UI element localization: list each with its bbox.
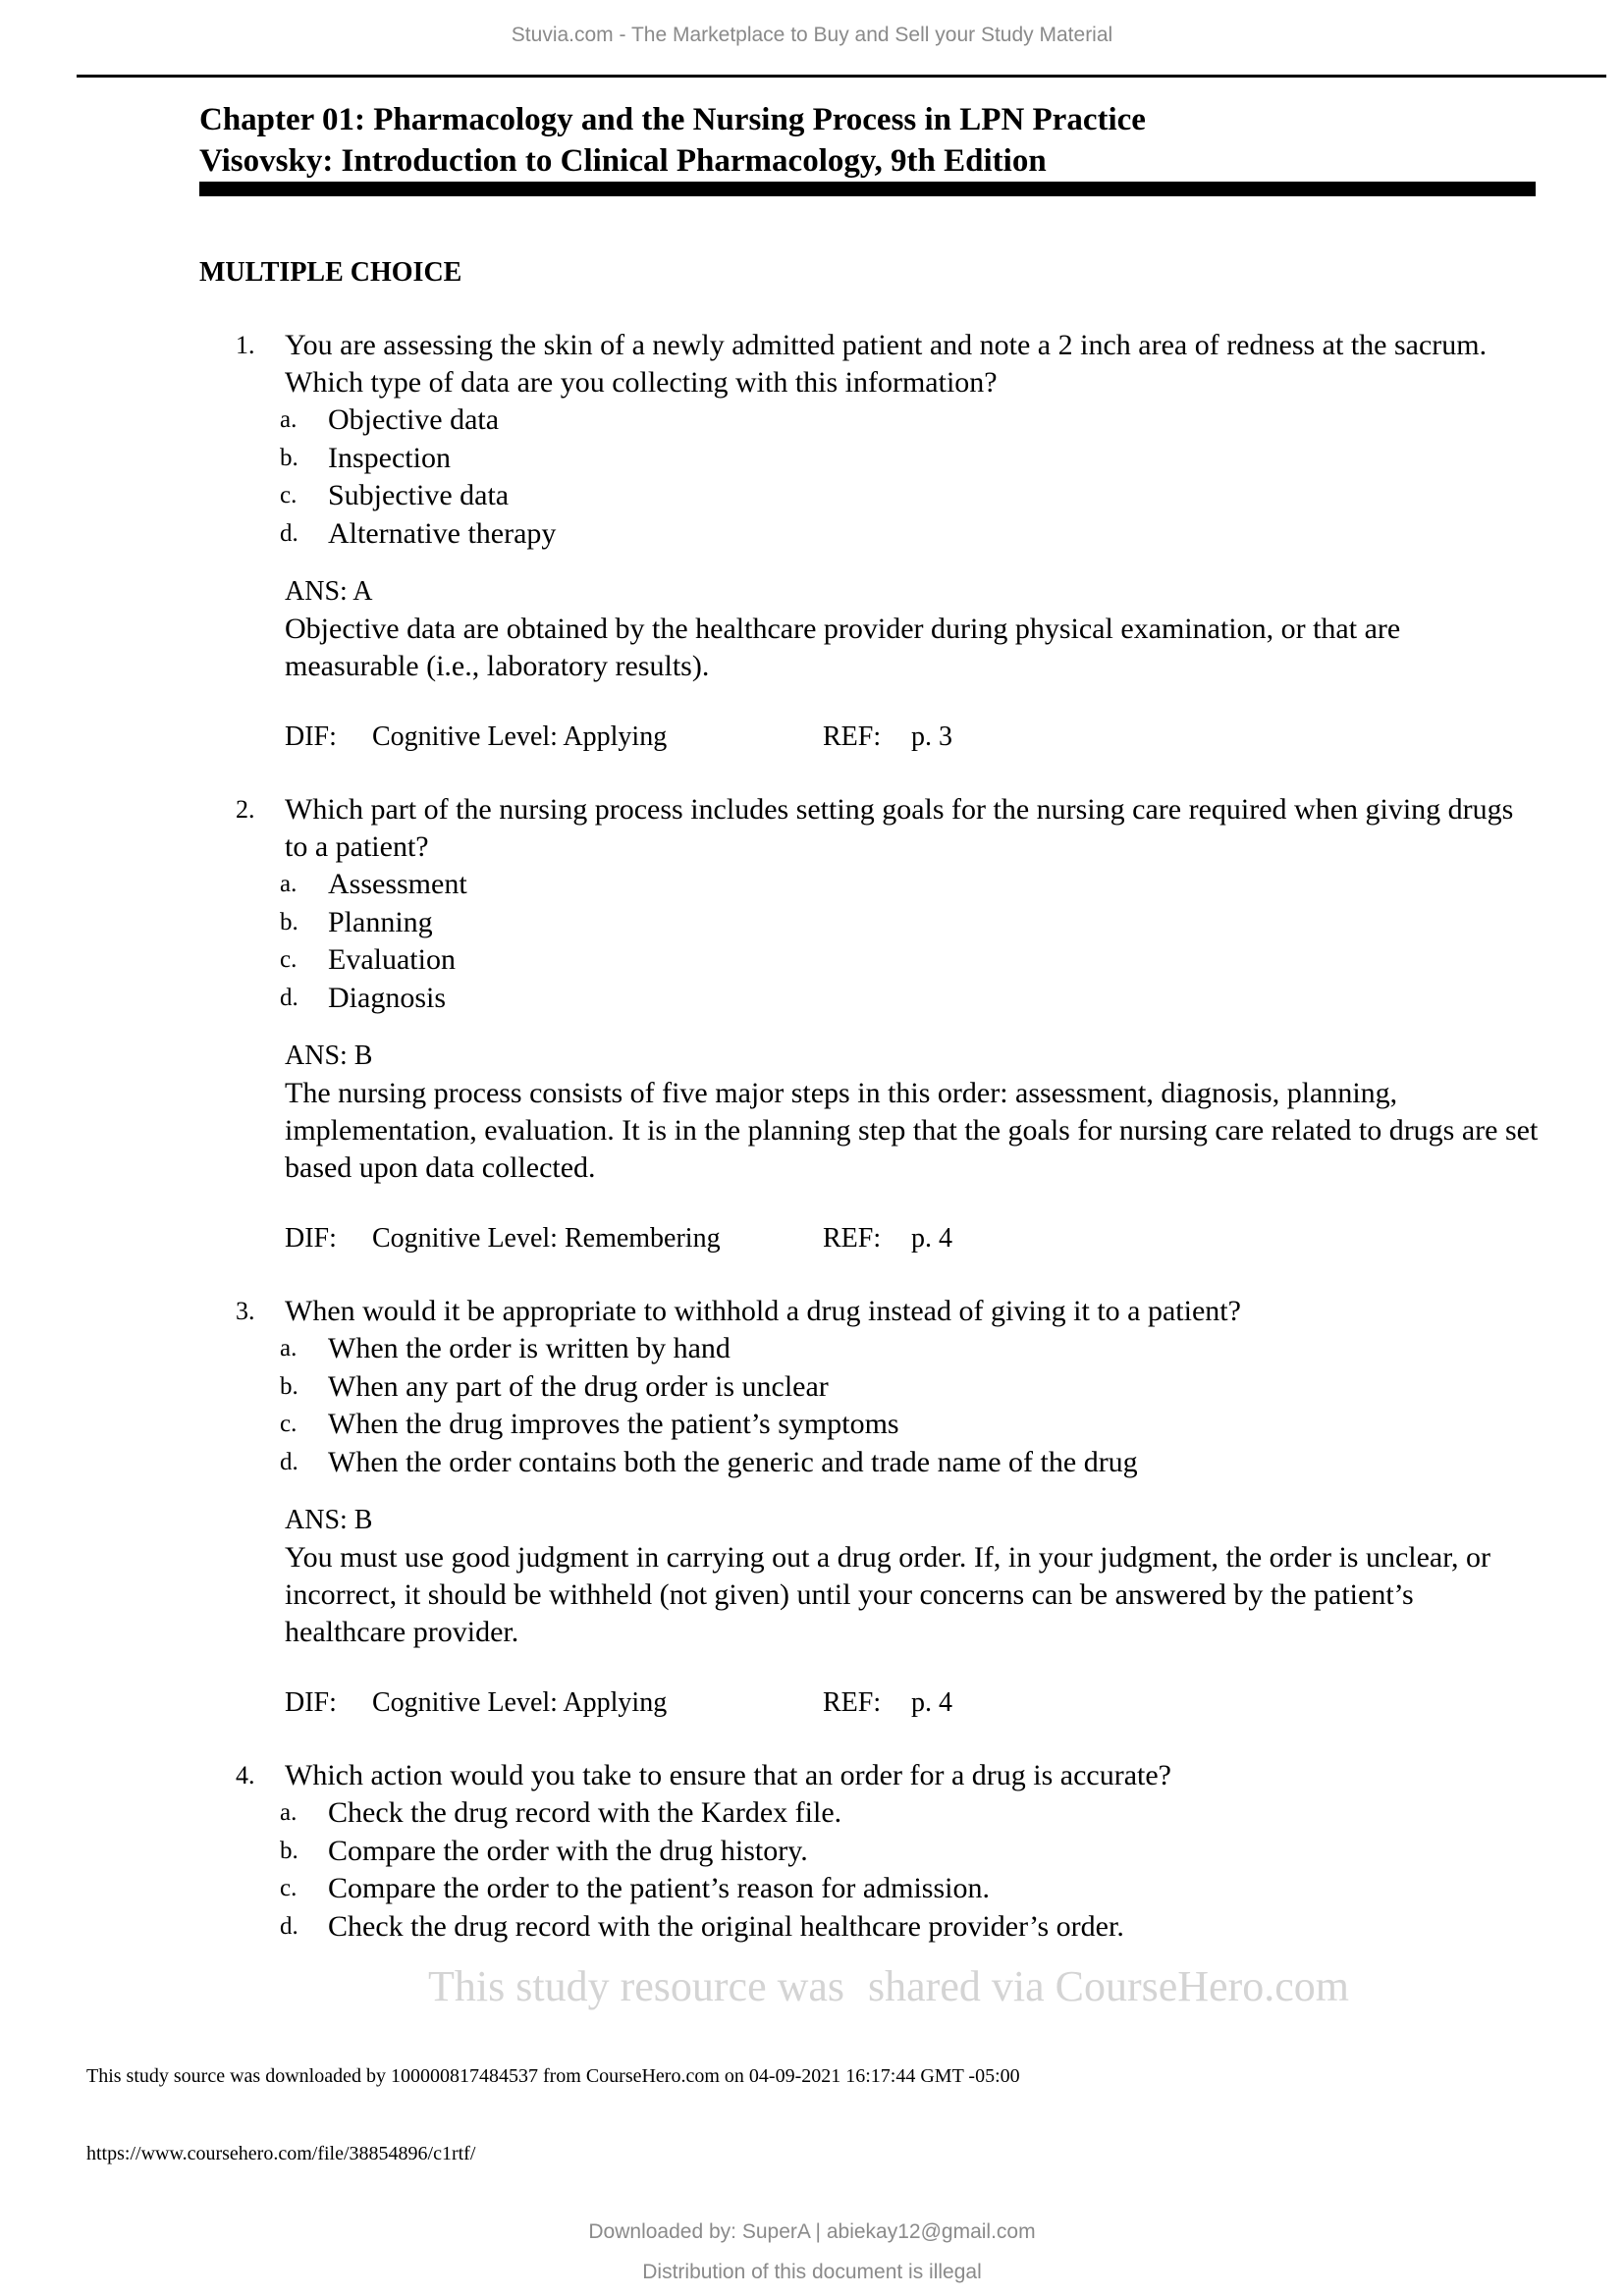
section-heading: MULTIPLE CHOICE [199, 257, 462, 288]
option-text: Check the drug record with the original healthcare provider’s order. [328, 1909, 1124, 1943]
option-letter: d. [280, 984, 298, 1011]
option-text: Evaluation [328, 943, 456, 976]
metadata-row [285, 719, 1542, 756]
option-text: Subjective data [328, 479, 510, 511]
source-notice: This study source was downloaded by 100000817484537 from CourseHero.com on 04-09-2021 16:17:44 GMT -05:00 [86, 2065, 1020, 2087]
option-text: Check the drug record with the Kardex file. [328, 1796, 842, 1829]
question-number: 1. [236, 331, 255, 359]
option-text: When the drug improves the patient’s symptoms [328, 1408, 899, 1440]
option-letter: b. [280, 444, 298, 471]
dif-value: Cognitive Level: Remembering [372, 1223, 721, 1254]
question-number: 3. [236, 1297, 255, 1325]
option-text: Diagnosis [328, 981, 446, 1014]
option-text: When any part of the drug order is unclear [328, 1369, 829, 1403]
option-letter: a. [280, 871, 298, 897]
answer: ANS: A [285, 576, 373, 607]
question-2 [236, 791, 1542, 1257]
option-letter: b. [280, 1837, 298, 1864]
option [280, 1794, 1542, 1833]
rationale: The nursing process consists of five major steps in this order: assessment, diagnosis, planning, implementation, evaluation. It is in the planning step that the goals for nursing care related to drugs are set based upon data collected. [285, 1077, 1539, 1184]
dif-value: Cognitive Level: Applying [372, 721, 668, 752]
option-text: Objective data [328, 403, 500, 436]
stuvia-banner: Stuvia.com - The Marketplace to Buy and Sell your Study Material [511, 24, 1113, 46]
question-text: Which part of the nursing process includes setting goals for the nursing care required when giving drugs to a patient? [285, 793, 1514, 863]
question-1 [236, 327, 1542, 756]
watermark-line-1: This study resource was [428, 1962, 845, 2010]
header-rule [77, 75, 1606, 78]
question-3 [236, 1293, 1542, 1722]
option-letter: a. [280, 406, 298, 433]
question-number: 4. [236, 1761, 255, 1789]
question-text: Which action would you take to ensure that an order for a drug is accurate? [285, 1759, 1171, 1791]
option [280, 401, 1542, 440]
option-text: Inspection [328, 441, 451, 474]
ref-label: REF: [823, 1687, 882, 1718]
option [280, 1330, 1542, 1368]
option [280, 440, 1542, 478]
question-list [236, 327, 1542, 1981]
option-letter: d. [280, 519, 298, 547]
page-title [199, 99, 1146, 182]
source-url[interactable]: https://www.coursehero.com/file/38854896/c1rtf/ [86, 2143, 476, 2164]
option [280, 1870, 1542, 1908]
question-number: 2. [236, 795, 255, 824]
options-list [280, 1330, 1542, 1481]
question-4 [236, 1757, 1542, 1946]
option-letter: d. [280, 1912, 298, 1940]
option-text: Assessment [328, 868, 467, 900]
option-text: When the order is written by hand [328, 1332, 731, 1364]
answer: ANS: B [285, 1041, 373, 1071]
option [280, 1444, 1542, 1482]
distribution-notice: Distribution of this document is illegal [642, 2261, 982, 2283]
downloaded-by: Downloaded by: SuperA | abiekay12@gmail.com [588, 2220, 1036, 2243]
watermark-line-2: shared via CourseHero.com [868, 1962, 1349, 2010]
question-text: When would it be appropriate to withhold a drug instead of giving it to a patient? [285, 1295, 1241, 1327]
title-line-2: Visovsky: Introduction to Clinical Pharmacology, 9th Edition [199, 143, 1047, 179]
question-text: You are assessing the skin of a newly admitted patient and note a 2 inch area of redness at the sacrum. Which type of data are you collecting with this information? [285, 329, 1488, 399]
options-list [280, 1794, 1542, 1946]
option [280, 1908, 1542, 1947]
option-text: When the order contains both the generic and trade name of the drug [328, 1445, 1138, 1478]
option [280, 1406, 1542, 1444]
title-line-1: Chapter 01: Pharmacology and the Nursing Process in LPN Practice [199, 102, 1146, 137]
option [280, 904, 1542, 942]
title-divider [199, 182, 1536, 196]
dif-label: DIF: [285, 721, 337, 752]
option-letter: b. [280, 908, 298, 935]
option-text: Compare the order with the drug history. [328, 1834, 808, 1867]
option-letter: c. [280, 946, 298, 973]
option-letter: d. [280, 1448, 298, 1475]
metadata-row [285, 1220, 1542, 1257]
options-list [280, 866, 1542, 1017]
option [280, 866, 1542, 904]
ref-label: REF: [823, 1223, 882, 1254]
option [280, 1833, 1542, 1871]
option [280, 1368, 1542, 1407]
option-text: Planning [328, 905, 433, 938]
option-letter: c. [280, 1875, 298, 1901]
watermark [236, 1961, 1542, 2012]
option [280, 980, 1542, 1018]
option-text: Alternative therapy [328, 516, 557, 550]
dif-label: DIF: [285, 1223, 337, 1254]
option [280, 941, 1542, 980]
option-letter: c. [280, 482, 298, 508]
option [280, 477, 1542, 515]
option [280, 515, 1542, 554]
option-text: Compare the order to the patient’s reason for admission. [328, 1872, 990, 1904]
answer: ANS: B [285, 1505, 373, 1535]
option-letter: a. [280, 1799, 298, 1826]
ref-value: p. 4 [911, 1687, 952, 1718]
options-list [280, 401, 1542, 553]
dif-label: DIF: [285, 1687, 337, 1718]
dif-value: Cognitive Level: Applying [372, 1687, 668, 1718]
option-letter: c. [280, 1411, 298, 1437]
ref-value: p. 3 [911, 721, 952, 752]
rationale: You must use good judgment in carrying out a drug order. If, in your judgment, the order is unclear, or incorrect, it should be withheld (not given) until your concerns can be answered by the patient’s healthcare provider. [285, 1541, 1491, 1648]
rationale: Objective data are obtained by the healthcare provider during physical examination, or that are measurable (i.e., laboratory results). [285, 613, 1401, 682]
option-letter: a. [280, 1335, 298, 1362]
ref-value: p. 4 [911, 1223, 952, 1254]
metadata-row [285, 1684, 1542, 1722]
option-letter: b. [280, 1372, 298, 1400]
ref-label: REF: [823, 721, 882, 752]
